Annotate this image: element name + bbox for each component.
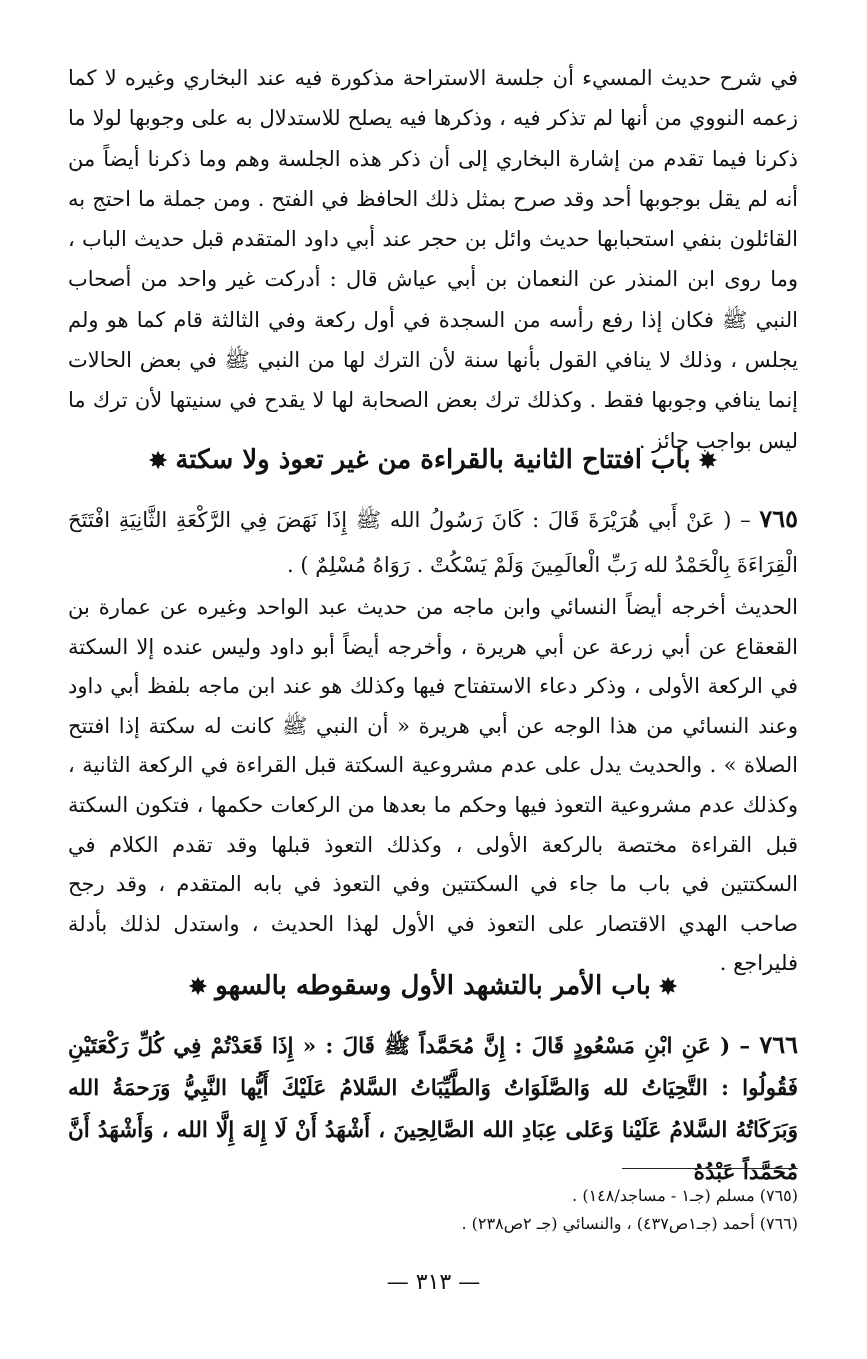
chapter-heading-text: باب الأمر بالتشهد الأول وسقوطه بالسهو — [215, 971, 651, 1001]
footnote-divider — [622, 1168, 798, 1169]
star-ornament-icon: ✸ — [658, 974, 678, 1000]
chapter-heading — [68, 440, 798, 481]
star-ornament-icon: ✸ — [188, 974, 208, 1000]
footnote: (٧٦٥) مسلم (جـ١ - مساجد/١٤٨) . — [572, 1186, 798, 1205]
hadith-text — [68, 496, 798, 588]
commentary-paragraph: الحديث أخرجه أيضاً النسائي وابن ماجه من حديث عبد الواحد وغيره عن عمارة بن القعقاع عن أبي زرعة عن أبي هريرة ، وأخرجه أيضاً أبو داود وليس عنده إلا السكتة في الركعة الأولى ، وذكر دعاء الاستفتاح فيها وكذلك هو عند ابن ماجه بلفظ أبي داود وعند النسائي من هذا الوجه عن أبي هريرة « أن النبي ﷺ كانت له سكتة إذا افتتح الصلاة » . والحديث يدل على عدم مشروعية السكتة قبل القراءة في الركعة الثانية ، وكذلك عدم مشروعية التعوذ فيها وحكم ما بعدها من الركعات حكمها ، فتكون السكتة قبل القراءة مختصة بالركعة الأولى ، وكذلك التعوذ قبلها وقد تقدم الكلام في السكتتين في باب ما جاء في السكتتين وفي التعوذ في بابه المتقدم ، وقد رجح صاحب الهدي الاقتصار على التعوذ في الأول لهذا الحديث ، واستدل لذلك بأدلة فليراجع . — [68, 595, 798, 976]
hadith-number: ٧٦٦ — [759, 1030, 798, 1059]
star-ornament-icon: ✸ — [698, 448, 718, 474]
hadith-body: – ( عَنِ ابْنِ مَسْعُودٍ قَالَ : إِنَّ مُحَمَّداً ﷺ قَالَ : « إِذَا قَعَدْتُمْ فِي كُلِّ رَكْعَتَيْنِ فَقُولُوا : التَّحِيَاتُ لله وَالصَّلَوَاتُ وَالطَّيِّبَاتُ السَّلامُ عَلَيْكَ أَيُّها النَّبِيُّ وَرَحمَةُ الله وَبَرَكَاتُهُ السَّلامُ عَلَيْنا وَعَلى عِبَادِ الله الصَّالِحِينَ ، أَشْهَدُ أَنْ لَا إِلهَ إِلَّا الله ، وَأَشْهَدُ أَنَّ مُحَمَّداً عَبْدُهُ — [68, 1034, 798, 1185]
page-number: — ٣١٣ — — [386, 1270, 481, 1295]
chapter-heading-text: باب افتتاح الثانية بالقراءة من غير تعوذ ولا سكتة — [175, 445, 691, 475]
hadith-body: – ( عَنْ أَبي هُرَيْرَةَ قَالَ : كَانَ رَسُولُ الله ﷺ إِذَا نَهَضَ فِي الرَّكْعَةِ الثَّانِيَةِ افْتَتَحَ الْقِرَاءَةَ بِالْحَمْدُ لله رَبِّ الْعالَمِينَ وَلَمْ يَسْكُتْ . رَوَاهُ مُسْلِمٌ ) . — [68, 508, 798, 577]
hadith-number: ٧٦٥ — [759, 504, 798, 533]
footnote: (٧٦٦) أحمد (جـ١ص٤٣٧) ، والنسائي (جـ ٢ص٢٣٨) . — [461, 1214, 798, 1233]
star-ornament-icon: ✸ — [148, 448, 168, 474]
chapter-heading — [68, 966, 798, 1007]
commentary-paragraph: في شرح حديث المسيء أن جلسة الاستراحة مذكورة فيه عند البخاري وغيره لا كما زعمه النووي من أنها لم تذكر فيه ، وذكرها فيه يصلح للاستدلال به على وجوبها لولا ما ذكرنا فيما تقدم من إشارة البخاري إلى أن ذكر هذه الجلسة وهم وما ذكرنا أيضاً من أنه لم يقل بوجوبها أحد وقد صرح بمثل ذلك الحافظ في الفتح . ومن جملة ما احتج به القائلون بنفي استحبابها حديث وائل بن حجر عند أبي داود المتقدم قبل حديث الباب ، وما روى ابن المنذر عن النعمان بن أبي عياش قال : أدركت غير واحد من أصحاب النبي ﷺ فكان إذا رفع رأسه من السجدة في أول ركعة وفي الثالثة قام كما هو ولم يجلس ، وذلك لا ينافي القول بأنها سنة لأن الترك لها من النبي ﷺ في بعض الحالات إنما ينافي وجوبها فقط . وكذلك ترك بعض الصحابة لها لا يقدح في سنيتها لأن ترك ما ليس بواجب جائز . — [68, 66, 798, 453]
